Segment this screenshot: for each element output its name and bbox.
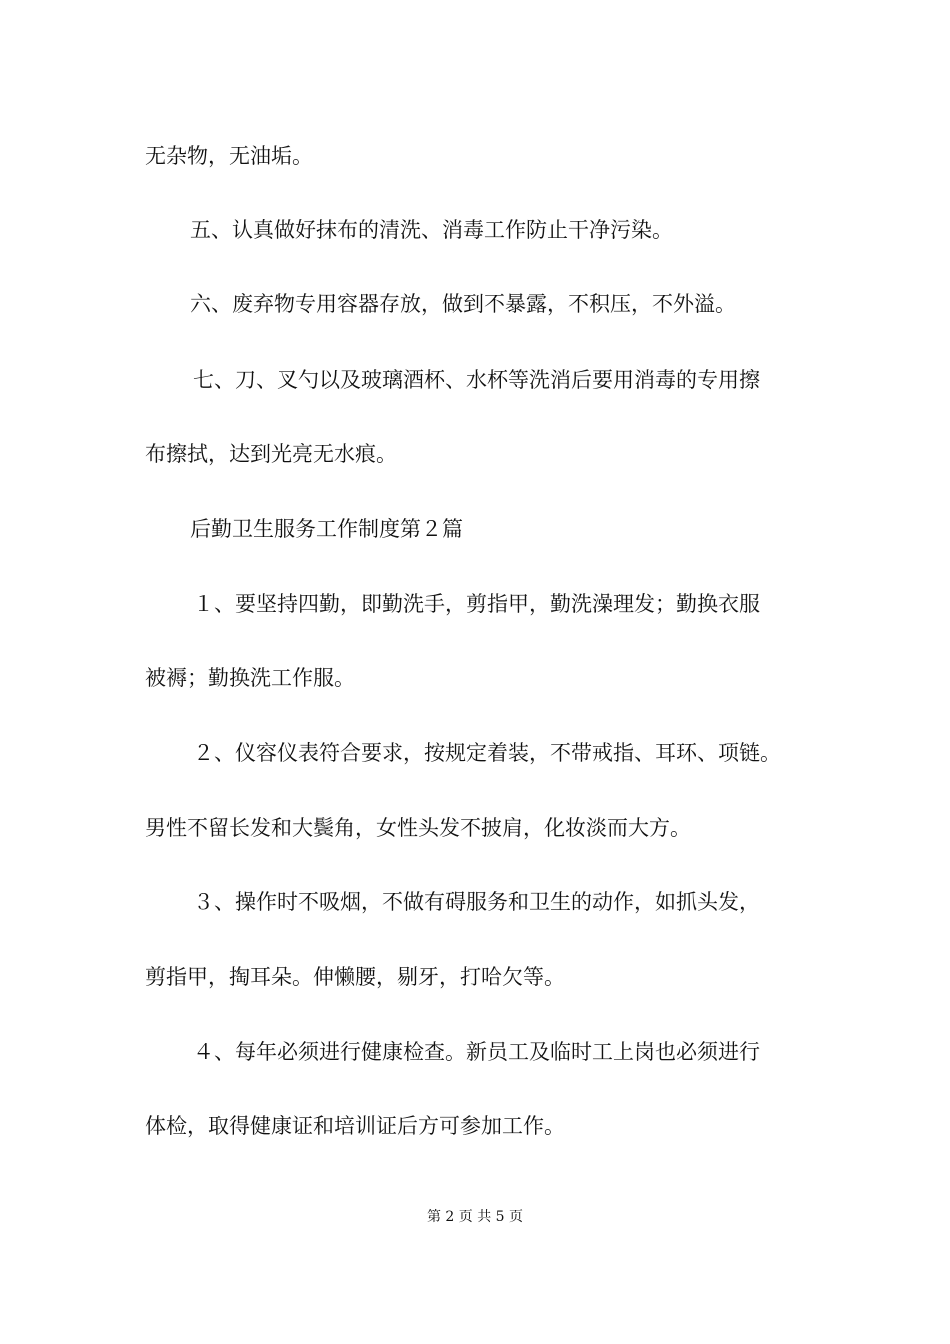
paragraph-line: 布擦拭，达到光亮无水痕。: [145, 442, 397, 466]
section-heading: 后勤卫生服务工作制度第２篇: [190, 517, 463, 541]
paragraph-line: 剪指甲，掏耳朵。伸懒腰，剔牙，打哈欠等。: [145, 965, 565, 989]
paragraph-line: 被褥；勤换洗工作服。: [145, 666, 355, 690]
paragraph-line: 六、废弃物专用容器存放，做到不暴露，不积压，不外溢。: [190, 292, 736, 316]
paragraph-line: ３、操作时不吸烟，不做有碍服务和卫生的动作，如抓头发，: [193, 890, 760, 914]
paragraph-line: 无杂物，无油垢。: [145, 144, 313, 168]
paragraph-line: ２、仪容仪表符合要求，按规定着装，不带戒指、耳环、项链。: [193, 741, 781, 765]
paragraph-line: 男性不留长发和大鬓角，女性头发不披肩，化妆淡而大方。: [145, 816, 691, 840]
paragraph-line: ４、每年必须进行健康检查。新员工及临时工上岗也必须进行: [193, 1040, 760, 1064]
paragraph-line: 七、刀、叉勺以及玻璃酒杯、水杯等洗消后要用消毒的专用擦: [193, 368, 760, 392]
paragraph-line: １、要坚持四勤，即勤洗手，剪指甲，勤洗澡理发；勤换衣服: [193, 592, 760, 616]
page-footer: 第 2 页 共 5 页: [426, 1209, 524, 1225]
paragraph-line: 五、认真做好抹布的清洗、消毒工作防止干净污染。: [190, 218, 673, 242]
paragraph-line: 体检，取得健康证和培训证后方可参加工作。: [145, 1114, 565, 1138]
